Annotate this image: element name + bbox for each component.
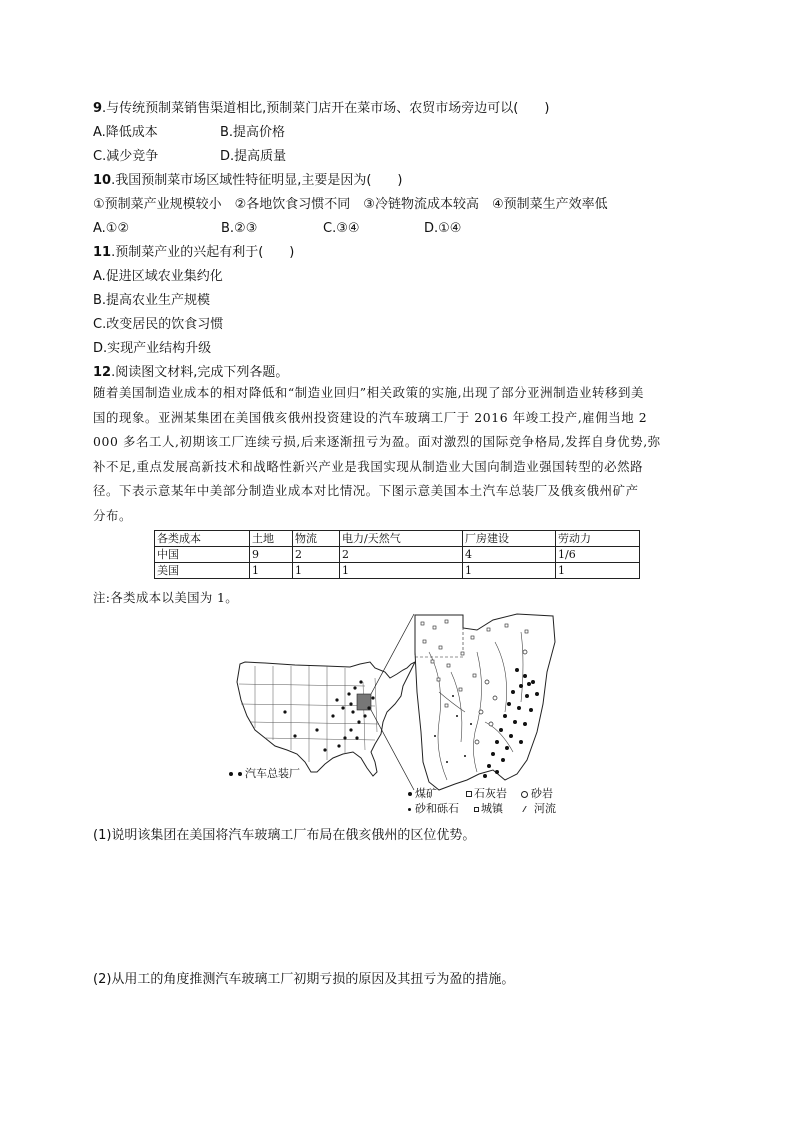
table-cell: 1: [463, 563, 556, 579]
q11-option-c: C.改变居民的饮食习惯: [93, 317, 224, 332]
material-line: 国的现象。亚洲某集团在美国俄亥俄州投资建设的汽车玻璃工厂于 2016 年竣工投产,雇佣当地 2: [93, 409, 648, 425]
town-icon: [474, 807, 479, 812]
sandstone-icon: [521, 791, 528, 798]
table-note: 注:各类成本以美国为 1。: [93, 590, 239, 605]
table-cell: 中国: [155, 547, 250, 563]
table-cell: 1: [556, 563, 640, 579]
cost-comparison-table: [154, 530, 640, 579]
coal-icon: [408, 792, 412, 796]
table-cell: 9: [250, 547, 293, 563]
legend-town: [474, 801, 503, 816]
river-icon: [522, 806, 532, 812]
gravel-icon: [408, 808, 411, 811]
table-cell: 1: [340, 563, 463, 579]
table-header-cell: 劳动力: [556, 531, 640, 547]
question-12-stem: [93, 364, 288, 382]
legend-gravel: [408, 801, 459, 816]
q9-option-b: B.提高价格: [220, 125, 286, 140]
assembly-plant-label: [238, 766, 300, 781]
material-line: 随着美国制造业成本的相对降低和“制造业回归”相关政策的实施,出现了部分亚洲制造业转移到美: [93, 385, 645, 400]
limestone-icon: [466, 791, 472, 797]
legend-limestone: [466, 786, 507, 801]
table-cell: 1: [293, 563, 340, 579]
table-cell: 1/6: [556, 547, 640, 563]
legend-river: [524, 801, 556, 816]
usa-map-outline: [237, 662, 415, 776]
table-cell: 2: [293, 547, 340, 563]
table-row: [155, 563, 640, 579]
table-header-row: [155, 531, 640, 547]
question-text: .预制菜产业的兴起有利于( ): [111, 245, 295, 260]
q10-option-c: C.③④: [323, 221, 360, 236]
table-cell: 美国: [155, 563, 250, 579]
q11-option-d: D.实现产业结构升级: [93, 341, 212, 356]
legend-text: 砂和砾石: [415, 802, 459, 815]
question-number: 10: [93, 173, 112, 188]
table-cell: 1: [250, 563, 293, 579]
question-9-stem: [93, 100, 549, 118]
table-header-cell: 各类成本: [155, 531, 250, 547]
table-header-cell: 厂房建设: [463, 531, 556, 547]
subquestion-1: (1)说明该集团在美国将汽车玻璃工厂布局在俄亥俄州的区位优势。: [93, 828, 476, 843]
question-text: .我国预制菜市场区域性特征明显,主要是因为( ): [111, 173, 403, 188]
q9-option-d: D.提高质量: [220, 149, 287, 164]
ohio-detail-outline: [415, 614, 555, 790]
question-11-stem: [93, 244, 294, 262]
legend-text: 河流: [534, 802, 556, 815]
table-row: [155, 547, 640, 563]
table-cell: 2: [340, 547, 463, 563]
material-line: 补不足,重点发展高新技术和战略性新兴产业是我国实现从制造业大国向制造业强国转型的必然路: [93, 458, 644, 474]
question-10-stem: [93, 172, 403, 190]
subquestion-2: (2)从用工的角度推测汽车玻璃工厂初期亏损的原因及其扭亏为盈的措施。: [93, 972, 515, 987]
question-text: .阅读图文材料,完成下列各题。: [111, 365, 289, 380]
table-header-cell: 土地: [250, 531, 293, 547]
assembly-plant-icon: [238, 772, 242, 776]
material-line: 000 多名工人,初期该工厂连续亏损,后来逐渐扭亏为盈。面对激烈的国际竞争格局,发挥自身优势,弥: [93, 434, 661, 449]
q10-option-a: A.①②: [93, 221, 130, 236]
material-line: 分布。: [93, 507, 132, 523]
legend-text: 煤矿: [415, 787, 437, 800]
material-paragraph: [93, 381, 713, 528]
question-number: 11: [93, 245, 112, 260]
assembly-plant-text: 汽车总装厂: [245, 767, 300, 780]
legend-text: 城镇: [481, 802, 503, 815]
material-line: 径。下表示意某年中美部分制造业成本对比情况。下图示意美国本土汽车总装厂及俄亥俄州矿产: [93, 483, 639, 498]
q10-option-b: B.②③: [221, 221, 258, 236]
question-number: 12: [93, 365, 112, 380]
q10-option-d: D.①④: [424, 221, 462, 236]
q9-option-a: A.降低成本: [93, 125, 158, 140]
legend-coal: [408, 786, 437, 801]
q11-option-a: A.促进区域农业集约化: [93, 269, 223, 284]
map-figure: [225, 612, 570, 817]
table-cell: 4: [463, 547, 556, 563]
table-header-cell: 电力/天然气: [340, 531, 463, 547]
legend-text: 砂岩: [531, 787, 553, 800]
zoom-connector: [371, 710, 414, 790]
table-header-cell: 物流: [293, 531, 340, 547]
question-number: 9: [93, 101, 103, 116]
legend-text: 石灰岩: [474, 787, 507, 800]
q10-statement-items: ①预制菜产业规模较小 ②各地饮食习惯不同 ③冷链物流成本较高 ④预制菜生产效率低: [93, 197, 608, 212]
q11-option-b: B.提高农业生产规模: [93, 293, 211, 308]
legend-sandstone: [521, 786, 553, 801]
q9-option-c: C.减少竞争: [93, 149, 159, 164]
question-text: .与传统预制菜销售渠道相比,预制菜门店开在菜市场、农贸市场旁边可以( ): [102, 101, 550, 116]
